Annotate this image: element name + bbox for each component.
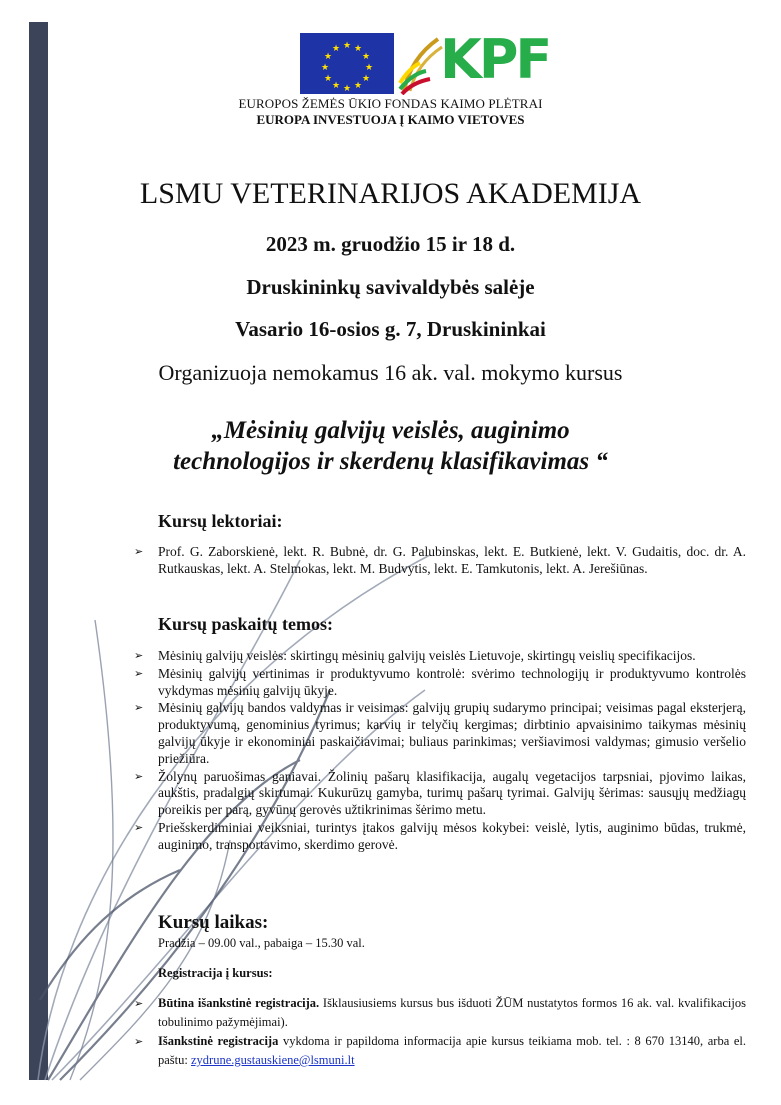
- fund-line: EUROPOS ŽEMĖS ŪKIO FONDAS KAIMO PLĖTRAI: [238, 96, 543, 111]
- course-title: [0, 415, 781, 477]
- date-line: 2023 m. gruodžio 15 ir 18 d.: [265, 232, 516, 256]
- svg-text:★: ★: [342, 84, 352, 94]
- svg-text:★: ★: [342, 41, 352, 51]
- eu-flag-logo: [300, 33, 394, 94]
- topics-heading: Kursų paskaitų temos:: [158, 614, 334, 634]
- lecturers-heading: Kursų lektoriai:: [158, 511, 283, 531]
- topic-item: ➢ Mėsinių galvijų veislės: skirtingų mėsinių galvijų veislės Lietuvoje, skirtingų veislių specifikacijos.: [134, 648, 746, 665]
- email-link[interactable]: zydrune.gustauskiene@lsmuni.lt: [190, 1053, 355, 1067]
- time-text: Pradžia – 09.00 val., pabaiga – 15.30 val.: [158, 936, 365, 950]
- svg-text:★: ★: [353, 81, 363, 91]
- invest-line: EUROPA INVESTUOJA Į KAIMO VIETOVES: [256, 112, 525, 127]
- address-line: Vasario 16-osios g. 7, Druskininkai: [235, 317, 546, 341]
- registration-item: [134, 994, 746, 1032]
- topic-item: ➢ Priešskerdiminiai veiksniai, turintys įtakos galvijų mėsos kokybei: veislė, lytis, auginimo būdas, trukmė, auginimo, transportavimo, skerdimo gerovė.: [134, 820, 746, 854]
- registration-required-text: Išklausiusiems kursus bus išduoti ŽŪM nustatytos formos 16 ak. val. kvalifikacijos tobulinimo pažymėjimai).: [158, 996, 746, 1029]
- lecturers-list-item: [134, 543, 746, 577]
- registration-item: [134, 1032, 746, 1070]
- svg-text:★: ★: [364, 63, 374, 73]
- svg-text:★: ★: [323, 74, 333, 84]
- svg-text:★: ★: [361, 74, 371, 84]
- topics-section: [134, 648, 746, 855]
- page-title: LSMU VETERINARIJOS AKADEMIJA: [139, 177, 642, 210]
- svg-text:★: ★: [353, 44, 363, 54]
- lecturers-text: Prof. G. Zaborskienė, lekt. R. Bubnė, dr. G. Palubinskas, lekt. E. Butkienė, lekt. V. Gudaitis, doc. dr. A. Rutkauskas, lekt. A. Stelmokas, lekt. M. Budvytis, lekt. E. Tamkutonis, lekt. A. Jerešiūnas.: [158, 544, 746, 576]
- kpf-logo-text: KPF: [440, 28, 550, 91]
- svg-text:★: ★: [331, 81, 341, 91]
- svg-text:★: ★: [320, 63, 330, 73]
- lecturers-section: [134, 543, 746, 577]
- registration-heading: Registracija į kursus:: [158, 966, 273, 980]
- venue-line: Druskininkų savivaldybės salėje: [246, 275, 535, 299]
- svg-text:★: ★: [361, 52, 371, 62]
- time-heading: Kursų laikas:: [158, 912, 269, 933]
- organizer-line: Organizuoja nemokamus 16 ak. val. mokymo kursus: [158, 360, 623, 385]
- svg-text:★: ★: [331, 44, 341, 54]
- registration-required-label: Būtina išankstinė registracija.: [158, 996, 320, 1010]
- topic-item: ➢ Mėsinių galvijų vertinimas ir produktyvumo kontrolė: svėrimo technologijų ir produktyvumo kontrolės vykdymas mėsinių galvijų ūkyje.: [134, 666, 746, 700]
- registration-section: [134, 994, 746, 1070]
- topic-item: ➢ Žolynų paruošimas ganiavai. Žolinių pašarų klasifikacija, augalų vegetacijos tarpsniai, pjovimo laikas, aukštis, pradalgių skirtumai. Kukurūzų gamyba, turimų pašarų tyrimai. Galvijų šėrimas: sausųjų medžiagų poreikis per parą, gyvūnų gerovės užtikrinimas šėrimo metu.: [134, 769, 746, 819]
- kpf-logo: [398, 28, 558, 95]
- course-title-line-2: technologijos ir skerdenų klasifikavimas “: [173, 448, 608, 475]
- registration-contact-text: vykdoma ir papildoma informacija apie kursus teikiama mob. tel. : 8 670 13140, arba el. paštu:: [158, 1034, 746, 1067]
- course-title-line-1: „Mėsinių galvijų veislės, auginimo: [211, 417, 570, 444]
- registration-contact-label: Išankstinė registracija: [158, 1034, 279, 1048]
- svg-text:★: ★: [323, 52, 333, 62]
- topic-item: ➢ Mėsinių galvijų bandos valdymas ir veisimas: galvijų grupių sudarymo principai; veisimas pagal eksterjerą, produktyvumą, genominius tyrimus; karvių ir telyčių kergimas; dirbtinio apvaisinimo taikymas mėsinių galvijų ūkyje ir ekonominiai paskaičiavimai; buliaus parinkimas; veršiavimosi valdymas; gimusio veršelio priežiūra.: [134, 700, 746, 767]
